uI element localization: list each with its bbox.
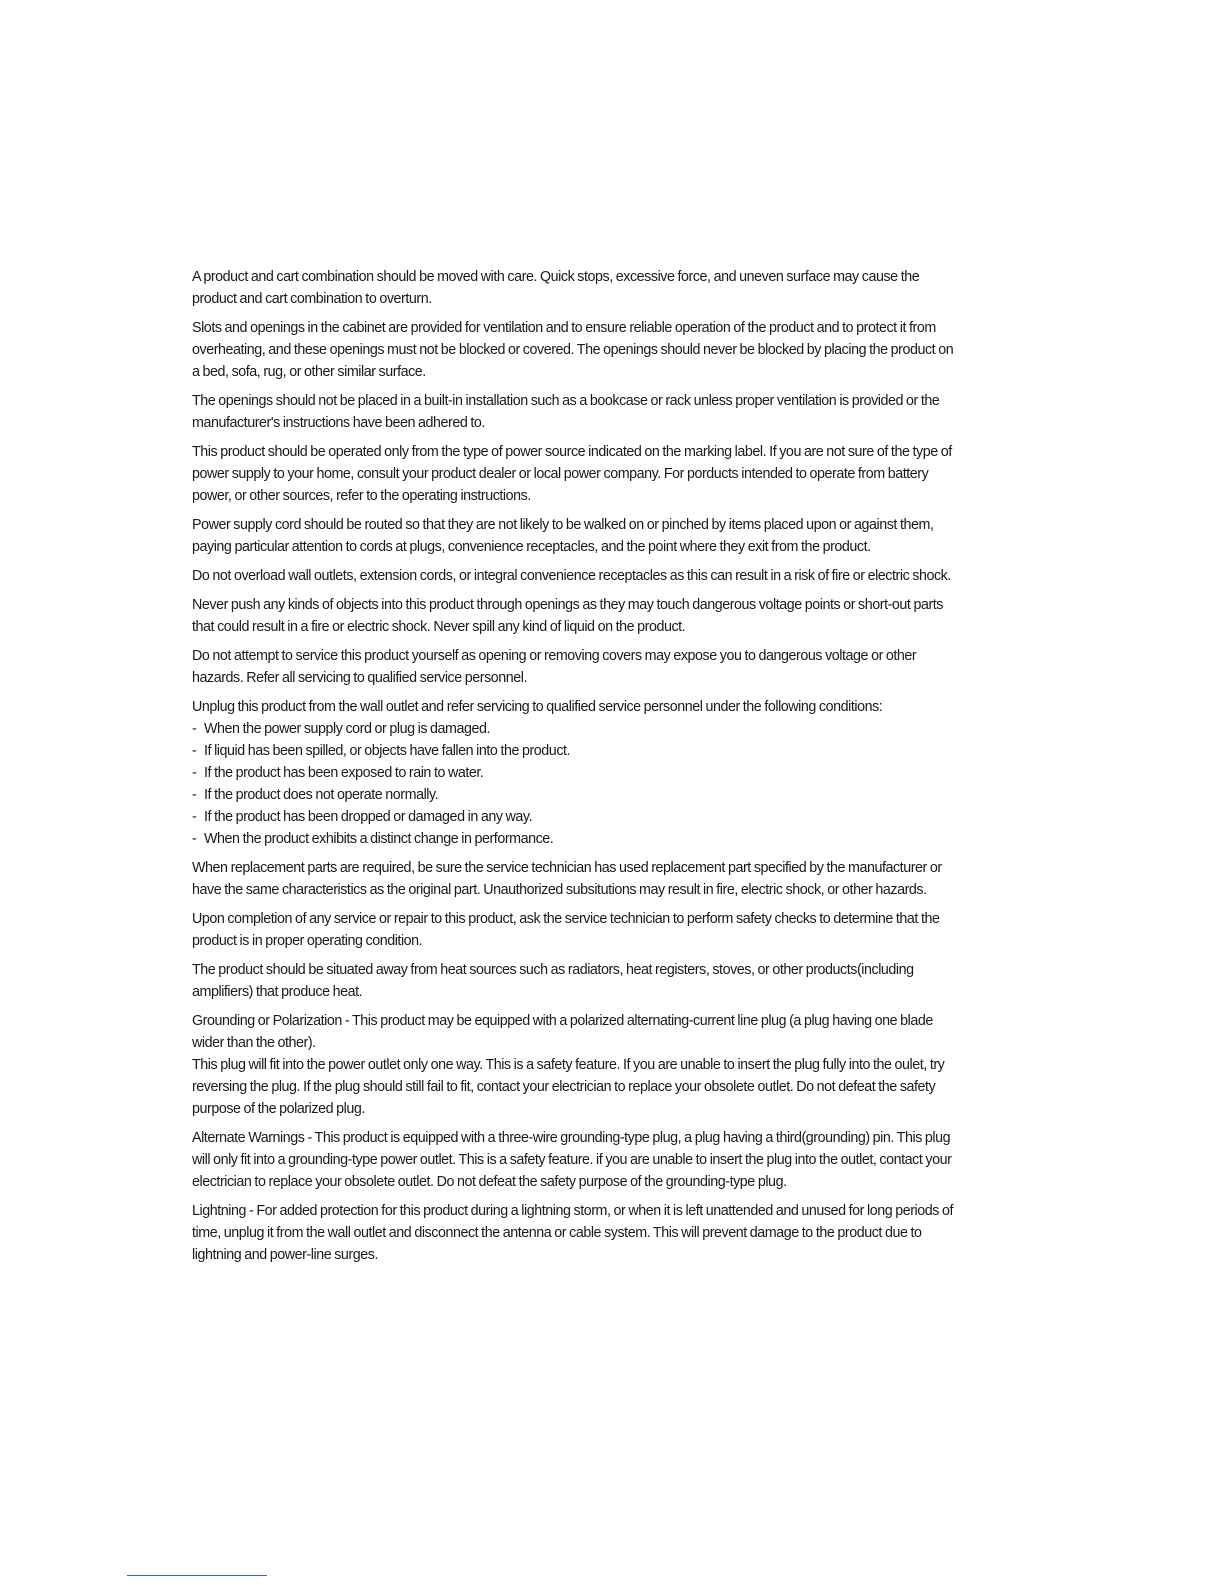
list-dash: - — [192, 743, 197, 759]
paragraph-built-in-installation: The openings should not be placed in a built-in installation such as a bookcase or rack unless proper ventilation is provided or the manufacturer's instructions have been adhered to. — [192, 393, 940, 431]
paragraph-overload: Do not overload wall outlets, extension cords, or integral convenience receptacles as this can result in a risk of fire or electric shock. — [192, 568, 951, 584]
list-item: - If the product does not operate normally. — [192, 784, 962, 806]
list-dash: - — [192, 765, 197, 781]
paragraph-cart-combination: A product and cart combination should be moved with care. Quick stops, excessive force, and uneven surface may cause the product and cart combination to overturn. — [192, 269, 920, 307]
paragraph-power-source: This product should be operated only from the type of power source indicated on the marking label. If you are not sure of the type of power supply to your home, consult your product dealer or local power company. For porducts intended to operate from battery power, or other sources, refer to the operating instructions. — [192, 444, 952, 504]
footnote-divider — [127, 1575, 267, 1576]
unplug-conditions-list — [192, 718, 962, 850]
list-dash: - — [192, 787, 197, 803]
paragraph-grounding-polarization: Grounding or Polarization - This product may be equipped with a polarized alternating-current line plug (a plug having one blade wider than the other). — [192, 1013, 933, 1051]
paragraph-heat-sources: The product should be situated away from heat sources such as radiators, heat registers, stoves, or other products(including amplifiers) that produce heat. — [192, 962, 914, 1000]
paragraph-replacement-parts: When replacement parts are required, be sure the service technician has used replacement part specified by the manufacturer or have the same characteristics as the original part. Unauthorized subsitutions may result in fire, electric shock, or other hazards. — [192, 860, 942, 898]
list-item: - When the product exhibits a distinct change in performance. — [192, 828, 962, 850]
paragraph-alternate-warnings: Alternate Warnings - This product is equipped with a three-wire grounding-type plug, a plug having a third(grounding) pin. This plug will only fit into a grounding-type power outlet. This is a safety feature. if you are unable to insert the plug into the outlet, contact your electrician to replace your obsolete outlet. Do not defeat the safety purpose of the grounding-type plug. — [192, 1130, 952, 1190]
paragraph-safety-checks: Upon completion of any service or repair to this product, ask the service technician to perform safety checks to determine that the product is in proper operating condition. — [192, 911, 940, 949]
paragraph-power-cord: Power supply cord should be routed so that they are not likely to be walked on or pinched by items placed upon or against them, paying particular attention to cords at plugs, convenience receptacles, and the point where they exit from the product. — [192, 517, 934, 555]
list-item: - If the product has been exposed to rain to water. — [192, 762, 962, 784]
list-dash: - — [192, 721, 197, 737]
paragraph-polarized-plug: This plug will fit into the power outlet only one way. This is a safety feature. If you are unable to insert the plug fully into the oulet, try reversing the plug. If the plug should still fail to fit, contact your electrician to replace your obsolete outlet. Do not defeat the safety purpose of the polarized plug. — [192, 1057, 945, 1117]
list-item: - If the product has been dropped or damaged in any way. — [192, 806, 962, 828]
paragraph-unplug-intro: Unplug this product from the wall outlet and refer servicing to qualified service personnel under the following conditions: — [192, 699, 883, 715]
paragraph-slots-openings: Slots and openings in the cabinet are provided for ventilation and to ensure reliable operation of the product and to protect it from overheating, and these openings must not be blocked or covered. The openings should never be blocked by placing the product on a bed, sofa, rug, or other similar surface. — [192, 320, 954, 380]
paragraph-lightning: Lightning - For added protection for this product during a lightning storm, or when it is left unattended and unused for long periods of time, unplug it from the wall outlet and disconnect the antenna or cable system. This will prevent damage to the product due to lightning and power-line surges. — [192, 1203, 954, 1263]
list-item: - When the power supply cord or plug is damaged. — [192, 718, 962, 740]
list-item: - If liquid has been spilled, or objects have fallen into the product. — [192, 740, 962, 762]
paragraph-servicing: Do not attempt to service this product yourself as opening or removing covers may expose you to dangerous voltage or other hazards. Refer all servicing to qualified service personnel. — [192, 648, 917, 686]
safety-instructions-body — [192, 266, 962, 1273]
paragraph-objects-liquid: Never push any kinds of objects into this product through openings as they may touch dangerous voltage points or short-out parts that could result in a fire or electric shock. Never spill any kind of liquid on the product. — [192, 597, 943, 635]
list-dash: - — [192, 831, 197, 847]
list-dash: - — [192, 809, 197, 825]
